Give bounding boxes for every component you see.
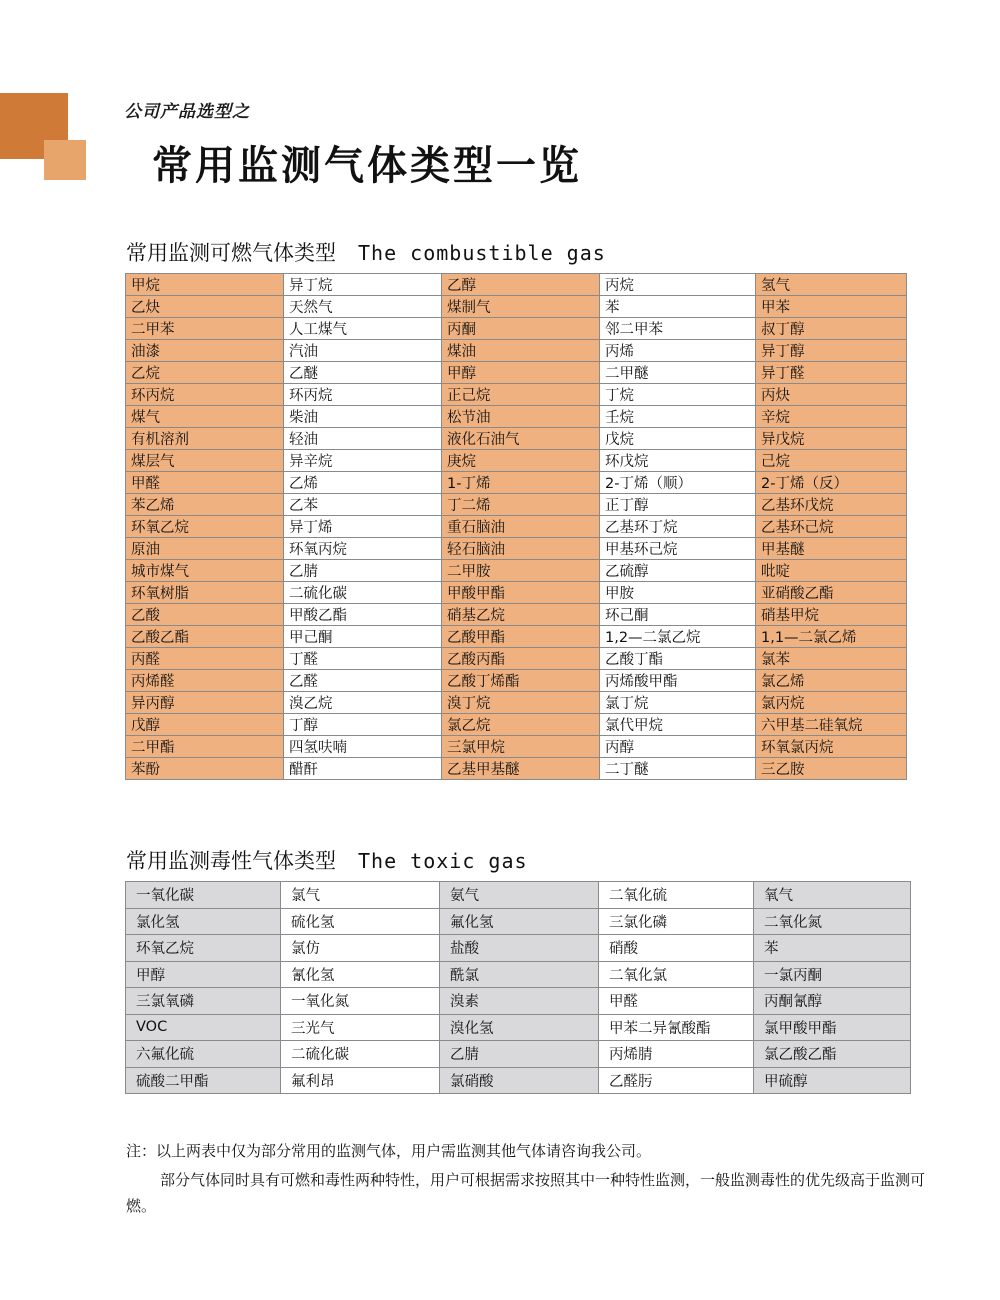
- table-row: [126, 692, 907, 714]
- note-line-1: 注：以上两表中仅为部分常用的监测气体，用户需监测其他气体请咨询我公司。: [126, 1142, 652, 1160]
- table-cell: 有机溶剂: [126, 428, 284, 450]
- table-cell: 甲醇: [442, 362, 600, 384]
- table-cell: 溴丁烷: [442, 692, 600, 714]
- table-cell: 庚烷: [442, 450, 600, 472]
- table-cell: 重石脑油: [442, 516, 600, 538]
- table-cell: 环氧丙烷: [284, 538, 442, 560]
- table-cell: 乙酸丙酯: [442, 648, 600, 670]
- table-cell: 煤油: [442, 340, 600, 362]
- table-cell: 三光气: [281, 1014, 440, 1041]
- toxic-gas-table-body: [126, 882, 911, 1094]
- note-line-2: 部分气体同时具有可燃和毒性两种特性，用户可根据需求按照其中一种特性监测，一般监测毒性的优先级高于监测可燃。: [126, 1171, 926, 1215]
- table-row: [126, 450, 907, 472]
- table-cell: 乙腈: [284, 560, 442, 582]
- table-row: [126, 274, 907, 296]
- table-cell: 1-丁烯: [442, 472, 600, 494]
- table-cell: 丙炔: [756, 384, 907, 406]
- table-cell: 邻二甲苯: [600, 318, 756, 340]
- table-row: [126, 494, 907, 516]
- decorative-orange-square-small: [44, 140, 86, 180]
- table-cell: 甲基醚: [756, 538, 907, 560]
- table-row: [126, 882, 911, 909]
- table-cell: 三氯氧磷: [126, 988, 281, 1015]
- table-row: [126, 736, 907, 758]
- table-row: [126, 560, 907, 582]
- table-row: [126, 428, 907, 450]
- table-cell: 甲基环己烷: [600, 538, 756, 560]
- table-cell: 异丁醛: [756, 362, 907, 384]
- table-row: [126, 961, 911, 988]
- table-row: [126, 908, 911, 935]
- table-row: [126, 516, 907, 538]
- table-cell: 油漆: [126, 340, 284, 362]
- table-cell: 氢气: [756, 274, 907, 296]
- table-cell: 丙酮氰醇: [754, 988, 911, 1015]
- table-cell: 一氧化碳: [126, 882, 281, 909]
- table-cell: 异丙醇: [126, 692, 284, 714]
- table-row: [126, 318, 907, 340]
- table-cell: 氯丁烷: [600, 692, 756, 714]
- table-cell: 天然气: [284, 296, 442, 318]
- table-cell: 氯化氢: [126, 908, 281, 935]
- table-row: [126, 714, 907, 736]
- table-cell: 乙酸: [126, 604, 284, 626]
- table-cell: 氯乙烯: [756, 670, 907, 692]
- table-cell: 丙酮: [442, 318, 600, 340]
- table-cell: 三氯化磷: [599, 908, 754, 935]
- table-cell: 六甲基二硅氧烷: [756, 714, 907, 736]
- table-cell: 溴化氢: [440, 1014, 599, 1041]
- toxic-gas-table: [125, 881, 911, 1094]
- table-cell: 乙烷: [126, 362, 284, 384]
- table-cell: 1,1—二氯乙烯: [756, 626, 907, 648]
- table-row: [126, 1014, 911, 1041]
- table-row: [126, 604, 907, 626]
- table-cell: 丙醛: [126, 648, 284, 670]
- table-cell: 硫酸二甲酯: [126, 1067, 281, 1094]
- table-cell: 甲醛: [126, 472, 284, 494]
- table-cell: 乙醛肟: [599, 1067, 754, 1094]
- combustible-gas-table: [125, 273, 907, 780]
- table-cell: 丙烯腈: [599, 1041, 754, 1068]
- table-cell: 氯代甲烷: [600, 714, 756, 736]
- table-cell: 壬烷: [600, 406, 756, 428]
- table-cell: 氯乙酸乙酯: [754, 1041, 911, 1068]
- table-cell: 环己酮: [600, 604, 756, 626]
- table-cell: 甲硫醇: [754, 1067, 911, 1094]
- table-cell: 城市煤气: [126, 560, 284, 582]
- table-cell: 异戊烷: [756, 428, 907, 450]
- toxic-section-title: [126, 845, 528, 875]
- table-row: [126, 582, 907, 604]
- table-cell: 二甲酯: [126, 736, 284, 758]
- table-cell: 丁二烯: [442, 494, 600, 516]
- table-row: [126, 935, 911, 962]
- table-cell: 环氧树脂: [126, 582, 284, 604]
- table-cell: 二氧化氮: [754, 908, 911, 935]
- table-cell: 氯气: [281, 882, 440, 909]
- table-cell: 原油: [126, 538, 284, 560]
- table-cell: 乙硫醇: [600, 560, 756, 582]
- table-cell: 乙腈: [440, 1041, 599, 1068]
- table-cell: 苯乙烯: [126, 494, 284, 516]
- table-cell: 正丁醇: [600, 494, 756, 516]
- table-cell: 乙醛: [284, 670, 442, 692]
- table-cell: 二硫化碳: [284, 582, 442, 604]
- table-cell: 丁醛: [284, 648, 442, 670]
- table-cell: 乙酸甲酯: [442, 626, 600, 648]
- table-cell: 甲酸甲酯: [442, 582, 600, 604]
- table-cell: 二丁醚: [600, 758, 756, 780]
- table-cell: 氯仿: [281, 935, 440, 962]
- table-cell: 人工煤气: [284, 318, 442, 340]
- table-cell: 丙烯酸甲酯: [600, 670, 756, 692]
- table-cell: 二氧化硫: [599, 882, 754, 909]
- table-row: [126, 648, 907, 670]
- table-cell: 异丁烯: [284, 516, 442, 538]
- table-cell: 异辛烷: [284, 450, 442, 472]
- table-cell: 乙基环己烷: [756, 516, 907, 538]
- table-cell: 二甲胺: [442, 560, 600, 582]
- table-cell: 硝基乙烷: [442, 604, 600, 626]
- table-cell: 己烷: [756, 450, 907, 472]
- table-cell: 一氯丙酮: [754, 961, 911, 988]
- table-cell: 苯: [600, 296, 756, 318]
- table-row: [126, 472, 907, 494]
- table-row: [126, 538, 907, 560]
- table-cell: 乙基环戊烷: [756, 494, 907, 516]
- table-cell: 乙酸丁烯酯: [442, 670, 600, 692]
- table-cell: 丙烯醛: [126, 670, 284, 692]
- table-cell: 异丁烷: [284, 274, 442, 296]
- table-cell: 丙烷: [600, 274, 756, 296]
- table-row: [126, 406, 907, 428]
- table-cell: 松节油: [442, 406, 600, 428]
- table-cell: 氨气: [440, 882, 599, 909]
- table-cell: 煤气: [126, 406, 284, 428]
- table-cell: 环丙烷: [284, 384, 442, 406]
- table-cell: VOC: [126, 1014, 281, 1041]
- table-cell: 乙烯: [284, 472, 442, 494]
- table-cell: 三氯甲烷: [442, 736, 600, 758]
- table-cell: 一氧化氮: [281, 988, 440, 1015]
- table-cell: 二甲醚: [600, 362, 756, 384]
- page-title: 常用监测气体类型一览: [152, 143, 582, 189]
- table-cell: 二甲苯: [126, 318, 284, 340]
- table-cell: 氟化氢: [440, 908, 599, 935]
- table-cell: 甲己酮: [284, 626, 442, 648]
- table-cell: 煤制气: [442, 296, 600, 318]
- table-cell: 甲醛: [599, 988, 754, 1015]
- table-cell: 溴素: [440, 988, 599, 1015]
- table-row: [126, 758, 907, 780]
- table-cell: 戊醇: [126, 714, 284, 736]
- table-cell: 乙醇: [442, 274, 600, 296]
- table-cell: 正己烷: [442, 384, 600, 406]
- table-cell: 2-丁烯（反）: [756, 472, 907, 494]
- table-cell: 硝酸: [599, 935, 754, 962]
- table-row: [126, 340, 907, 362]
- table-cell: 液化石油气: [442, 428, 600, 450]
- table-cell: 环丙烷: [126, 384, 284, 406]
- table-cell: 苯: [754, 935, 911, 962]
- table-cell: 甲酸乙酯: [284, 604, 442, 626]
- table-cell: 煤层气: [126, 450, 284, 472]
- table-cell: 环氧乙烷: [126, 935, 281, 962]
- table-cell: 1,2—二氯乙烷: [600, 626, 756, 648]
- table-cell: 轻油: [284, 428, 442, 450]
- table-row: [126, 670, 907, 692]
- table-cell: 氧气: [754, 882, 911, 909]
- table-cell: 乙苯: [284, 494, 442, 516]
- table-cell: 环氧氯丙烷: [756, 736, 907, 758]
- toxic-title-en: The toxic gas: [358, 849, 528, 873]
- table-cell: 乙醚: [284, 362, 442, 384]
- table-cell: 亚硝酸乙酯: [756, 582, 907, 604]
- table-cell: 柴油: [284, 406, 442, 428]
- table-cell: 苯酚: [126, 758, 284, 780]
- table-row: [126, 1067, 911, 1094]
- table-row: [126, 296, 907, 318]
- table-cell: 轻石脑油: [442, 538, 600, 560]
- table-cell: 甲醇: [126, 961, 281, 988]
- table-cell: 四氢呋喃: [284, 736, 442, 758]
- combustible-title-en: The combustible gas: [358, 241, 606, 265]
- table-row: [126, 362, 907, 384]
- table-cell: 三乙胺: [756, 758, 907, 780]
- table-cell: 环戊烷: [600, 450, 756, 472]
- table-cell: 异丁醇: [756, 340, 907, 362]
- table-cell: 环氧乙烷: [126, 516, 284, 538]
- table-cell: 氟利昂: [281, 1067, 440, 1094]
- table-cell: 氯硝酸: [440, 1067, 599, 1094]
- table-cell: 盐酸: [440, 935, 599, 962]
- table-cell: 戊烷: [600, 428, 756, 450]
- table-cell: 二硫化碳: [281, 1041, 440, 1068]
- table-cell: 叔丁醇: [756, 318, 907, 340]
- table-cell: 乙基甲基醚: [442, 758, 600, 780]
- table-cell: 氯甲酸甲酯: [754, 1014, 911, 1041]
- combustible-section-title: [126, 237, 606, 267]
- table-cell: 乙炔: [126, 296, 284, 318]
- table-cell: 硫化氢: [281, 908, 440, 935]
- table-cell: 汽油: [284, 340, 442, 362]
- table-cell: 丁烷: [600, 384, 756, 406]
- table-cell: 丁醇: [284, 714, 442, 736]
- table-cell: 甲苯二异氰酸酯: [599, 1014, 754, 1041]
- table-row: [126, 626, 907, 648]
- table-cell: 丙醇: [600, 736, 756, 758]
- combustible-title-cn: 常用监测可燃气体类型: [126, 241, 336, 265]
- combustible-gas-table-body: [126, 274, 907, 780]
- table-cell: 甲烷: [126, 274, 284, 296]
- table-cell: 吡啶: [756, 560, 907, 582]
- table-cell: 二氧化氯: [599, 961, 754, 988]
- table-cell: 六氟化硫: [126, 1041, 281, 1068]
- table-row: [126, 988, 911, 1015]
- table-cell: 酰氯: [440, 961, 599, 988]
- table-cell: 辛烷: [756, 406, 907, 428]
- table-cell: 氯乙烷: [442, 714, 600, 736]
- table-row: [126, 384, 907, 406]
- table-cell: 氯丙烷: [756, 692, 907, 714]
- table-cell: 醋酐: [284, 758, 442, 780]
- table-cell: 甲胺: [600, 582, 756, 604]
- table-cell: 乙酸乙酯: [126, 626, 284, 648]
- toxic-title-cn: 常用监测毒性气体类型: [126, 849, 336, 873]
- table-cell: 氯苯: [756, 648, 907, 670]
- page-kicker: 公司产品选型之: [124, 102, 250, 122]
- table-cell: 氰化氢: [281, 961, 440, 988]
- table-cell: 溴乙烷: [284, 692, 442, 714]
- table-cell: 乙基环丁烷: [600, 516, 756, 538]
- table-cell: 2-丁烯（顺）: [600, 472, 756, 494]
- table-cell: 硝基甲烷: [756, 604, 907, 626]
- table-cell: 丙烯: [600, 340, 756, 362]
- table-cell: 乙酸丁酯: [600, 648, 756, 670]
- table-row: [126, 1041, 911, 1068]
- table-cell: 甲苯: [756, 296, 907, 318]
